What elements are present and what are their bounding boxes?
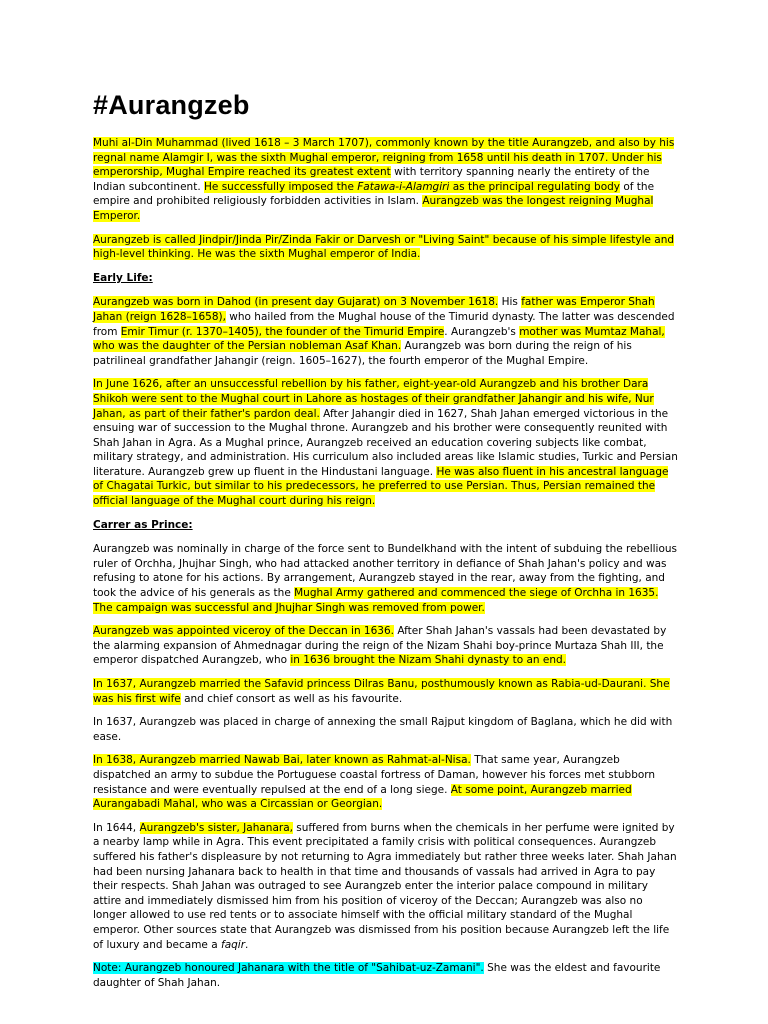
text-run: In 1637, Aurangzeb was placed in charge of annexing the small Rajput kingdom of Baglana, which he did with ease. [93,716,673,743]
paragraph-deccan [93,624,678,668]
highlighted-text: father was Emperor Shah Jahan (reign 1628–1658), [93,296,655,323]
paragraph-childhood [93,377,678,508]
paragraph-orchha [93,542,678,615]
paragraph-first-wife [93,677,678,706]
paragraph-jahanara [93,821,678,952]
text-run: Aurangzeb was born during the reign of his patrilineal grandfather Jahangir (reign. 1605–1627), the fourth emperor of the Mughal Empire. [93,340,632,367]
paragraph-birth [93,295,678,368]
text-run: After Jahangir died in 1627, Shah Jahan emerged victorious in the ensuing war of succession to the Mughal throne. Aurangzeb and his brother were consequently reunited with Shah Jahan in Agra. As a Mughal prince, Aurangzeb received an education covering subjects like combat, military strategy, and administration. His curriculum also included areas like Islamic studies, Turkic and Persian literature. Aurangzeb grew up fluent in the Hindustani language. [93,407,678,478]
text-run: She was the eldest and favourite daughter of Shah Jahan. [93,962,661,989]
highlighted-text: Aurangzeb's sister, Jahanara, [139,821,293,834]
text-run: of the empire and prohibited religiously forbidden activities in Islam. [93,180,655,208]
text-run: In 1644, [93,821,140,834]
heading-carrer-as-prince: Carrer as Prince: [93,518,193,531]
highlighted-text: In June 1626, after an unsuccessful rebellion by his father, eight-year-old Aurangzeb and his brother Dara Shikoh were sent to the Mughal court in Lahore as hostages of their grandfather Jahangir and his wife, Nur Jahan, as part of their father's pardon deal. [93,378,654,420]
highlighted-text: Muhi al-Din Muhammad (lived 1618 – 3 March 1707), commonly known by the title Aurangzeb, and also by his regnal name Alamgir I, was the sixth Mughal emperor, reigning from 1658 until his death in 1707. Under his emperorship, Mughal Empire reached its greatest extent [93,137,675,179]
text-run: suffered from burns when the chemicals in her perfume were ignited by a nearby lamp while in Agra. This event precipitated a family crisis with political consequences. Aurangzeb suffered his father's displeasure by not returning to Agra immediately but rather three weeks later. Shah Jahan had been nursing Jahanara back to health in that time and thousands of vassals had arrived in Agra to pay their respects. Shah Jahan was outraged to see Aurangzeb enter the interior palace compound in military attire and immediately dismissed him from his position of viceroy of the Deccan; Aurangzeb was also no longer allowed to use red tents or to associate himself with the official military standard of the Mughal emperor. Other sources state that Aurangzeb was dismissed from his position because Aurangzeb left the life of luxury and became a [93,821,677,951]
document-page [93,86,678,999]
highlighted-text: He was also fluent in his ancestral language of Chagatai Turkic, but similar to his predecessors, he preferred to use Persian. Thus, Persian remained the official language of the Mughal court during his reign. [93,465,669,508]
highlighted-text: Aurangzeb is called Jindpir/Jinda Pir/Zinda Fakir or Darvesh or "Living Saint" because of his simple lifestyle and high-level thinking. He was the sixth Mughal emperor of India. [93,233,675,261]
text-run: After Shah Jahan's vassals had been devastated by the alarming expansion of Ahmednagar during the reign of the Nizam Shahi boy-prince Murtaza Shah III, the emperor dispatched Aurangzeb, who [93,625,667,667]
highlighted-text: At some point, Aurangzeb married Aurangabadi Mahal, who was a Circassian or Georgian. [93,783,632,811]
text-run: faqir [221,938,246,951]
highlighted-text: Mughal Army gathered and commenced the siege of Orchha in 1635. The campaign was successful and Jhujhar Singh was removed from power. [93,587,659,614]
text-run: Aurangzeb was nominally in charge of the force sent to Bundelkhand with the intent of subduing the rebellious ruler of Orchha, Jhujhar Singh, who had attacked another territory in defiance of Shah Jahan's policy and was refusing to atone for his actions. By arrangement, Aurangzeb stayed in the rear, away from the fighting, and took the advice of his generals as the [93,543,678,600]
page-title: #Aurangzeb [93,90,250,120]
highlighted-text: In 1638, Aurangzeb married Nawab Bai, later known as Rahmat-al-Nisa. [93,754,471,767]
text-run: who hailed from the Mughal house of the Timurid dynasty. The latter was descended from [93,310,675,338]
highlighted-text: in 1636 brought the Nizam Shahi dynasty to an end. [290,654,566,667]
paragraph-intro [93,136,678,224]
text-run: and chief consort as well as his favourite. [180,692,403,705]
paragraph-nawab-bai [93,753,678,811]
highlighted-text: Emir Timur (r. 1370–1405), the founder of the Timurid Empire [120,325,445,338]
text-run: . [245,938,249,951]
paragraph-living-saint [93,233,678,262]
paragraph-note [93,961,678,990]
paragraph-baglana [93,715,678,744]
highlighted-text: Aurangzeb was born in Dahod (in present day Gujarat) on 3 November 1618. [93,296,499,309]
highlighted-text: as the principal regulating body [449,180,620,193]
highlighted-text: Aurangzeb was appointed viceroy of the Deccan in 1636. [93,625,394,638]
text-run: with territory spanning nearly the entirety of the Indian subcontinent. [93,166,650,193]
text-run: His [498,296,522,309]
highlighted-text: Aurangzeb was the longest reigning Mughal Emperor. [93,195,654,222]
highlighted-text: mother was Mumtaz Mahal, who was the daughter of the Persian nobleman Asaf Khan. [93,325,665,353]
text-run: . Aurangzeb's [444,325,520,338]
highlighted-text: In 1637, Aurangzeb married the Safavid princess Dilras Banu, posthumously known as Rabia-ud-Daurani. She was his first wife [93,678,670,705]
text-run: That same year, Aurangzeb dispatched an army to subdue the Portuguese coastal fortress of Daman, however his forces met stubborn resistance and were eventually repulsed at the end of a long siege. [93,754,656,796]
heading-early-life: Early Life: [93,271,153,284]
highlighted-text: Note: Aurangzeb honoured Jahanara with the title of "Sahibat-uz-Zamani". [93,962,484,975]
highlighted-text: He successfully imposed the [204,180,358,193]
highlighted-text: Fatawa-i-Alamgiri [357,180,450,193]
